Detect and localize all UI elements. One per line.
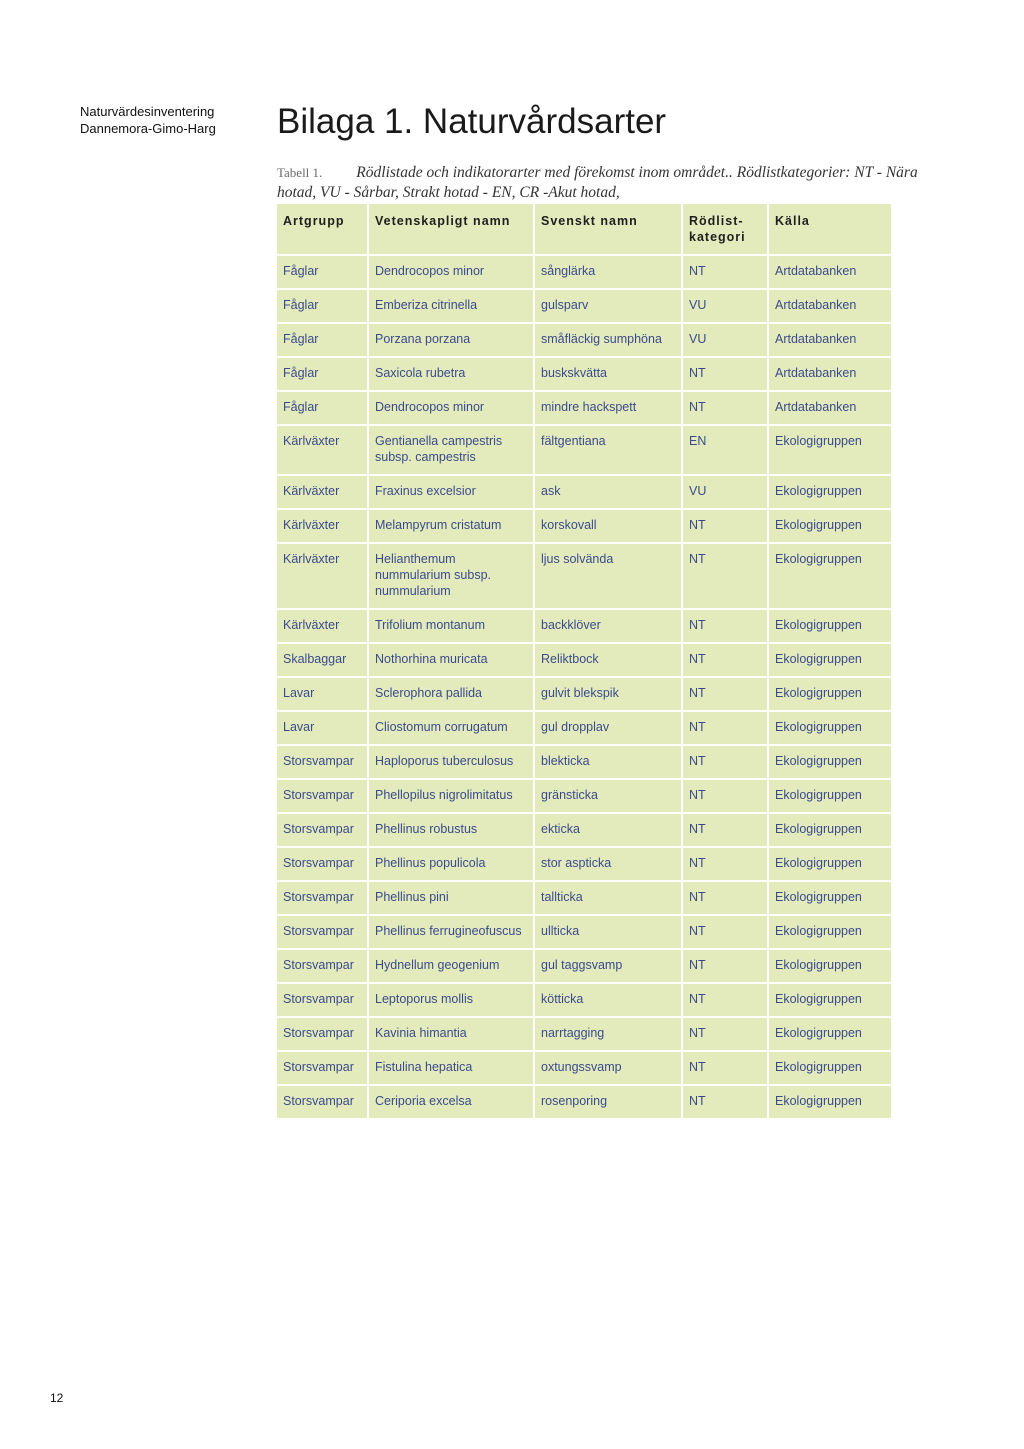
cell-artgrupp: Fåglar	[277, 392, 367, 424]
cell-vetenskapligt-namn: Saxicola rubetra	[369, 358, 533, 390]
cell-svenskt-namn: narrtagging	[535, 1018, 681, 1050]
cell-kalla: Ekologigruppen	[769, 882, 891, 914]
cell-artgrupp: Kärlväxter	[277, 610, 367, 642]
cell-kalla: Artdatabanken	[769, 256, 891, 288]
table-header-row	[277, 204, 891, 254]
cell-artgrupp: Storsvampar	[277, 780, 367, 812]
cell-vetenskapligt-namn: Kavinia himantia	[369, 1018, 533, 1050]
cell-kalla: Ekologigruppen	[769, 1086, 891, 1118]
cell-svenskt-namn: kötticka	[535, 984, 681, 1016]
cell-kalla: Ekologigruppen	[769, 984, 891, 1016]
page-title: Bilaga 1. Naturvårdsarter	[277, 102, 667, 141]
cell-svenskt-namn: stor aspticka	[535, 848, 681, 880]
cell-vetenskapligt-namn: Fraxinus excelsior	[369, 476, 533, 508]
cell-kalla: Artdatabanken	[769, 392, 891, 424]
cell-rodlistkategori: NT	[683, 678, 767, 710]
table-caption	[277, 163, 937, 203]
cell-artgrupp: Storsvampar	[277, 984, 367, 1016]
cell-svenskt-namn: gulvit blekspik	[535, 678, 681, 710]
cell-svenskt-namn: gränsticka	[535, 780, 681, 812]
table-row	[277, 256, 891, 288]
cell-svenskt-namn: rosenporing	[535, 1086, 681, 1118]
cell-artgrupp: Storsvampar	[277, 1018, 367, 1050]
cell-svenskt-namn: ljus solvända	[535, 544, 681, 608]
page-number: 12	[50, 1391, 64, 1405]
cell-svenskt-namn: småfläckig sumphöna	[535, 324, 681, 356]
cell-svenskt-namn: gul dropplav	[535, 712, 681, 744]
cell-rodlistkategori: VU	[683, 476, 767, 508]
cell-vetenskapligt-namn: Phellinus robustus	[369, 814, 533, 846]
cell-svenskt-namn: ekticka	[535, 814, 681, 846]
cell-rodlistkategori: EN	[683, 426, 767, 474]
cell-artgrupp: Kärlväxter	[277, 544, 367, 608]
cell-kalla: Ekologigruppen	[769, 644, 891, 676]
cell-kalla: Artdatabanken	[769, 358, 891, 390]
cell-vetenskapligt-namn: Trifolium montanum	[369, 610, 533, 642]
cell-rodlistkategori: NT	[683, 392, 767, 424]
cell-kalla: Artdatabanken	[769, 290, 891, 322]
cell-svenskt-namn: mindre hackspett	[535, 392, 681, 424]
header-line-1: Naturvärdesinventering	[80, 104, 215, 119]
cell-svenskt-namn: Reliktbock	[535, 644, 681, 676]
cell-rodlistkategori: NT	[683, 544, 767, 608]
table-row	[277, 324, 891, 356]
table-row	[277, 814, 891, 846]
cell-kalla: Ekologigruppen	[769, 1052, 891, 1084]
cell-artgrupp: Storsvampar	[277, 814, 367, 846]
cell-vetenskapligt-namn: Phellopilus nigrolimitatus	[369, 780, 533, 812]
cell-artgrupp: Storsvampar	[277, 1052, 367, 1084]
table-row	[277, 544, 891, 608]
table-row	[277, 1052, 891, 1084]
table-row	[277, 780, 891, 812]
cell-vetenskapligt-namn: Phellinus ferrugineofuscus	[369, 916, 533, 948]
cell-artgrupp: Fåglar	[277, 324, 367, 356]
cell-artgrupp: Lavar	[277, 712, 367, 744]
cell-svenskt-namn: oxtungssvamp	[535, 1052, 681, 1084]
cell-kalla: Ekologigruppen	[769, 610, 891, 642]
cell-vetenskapligt-namn: Nothorhina muricata	[369, 644, 533, 676]
table-row	[277, 358, 891, 390]
cell-kalla: Ekologigruppen	[769, 712, 891, 744]
cell-artgrupp: Skalbaggar	[277, 644, 367, 676]
cell-svenskt-namn: sånglärka	[535, 256, 681, 288]
cell-svenskt-namn: ask	[535, 476, 681, 508]
cell-artgrupp: Storsvampar	[277, 882, 367, 914]
cell-artgrupp: Kärlväxter	[277, 510, 367, 542]
caption-label: Tabell 1.	[277, 165, 323, 180]
cell-vetenskapligt-namn: Emberiza citrinella	[369, 290, 533, 322]
table-row	[277, 916, 891, 948]
cell-kalla: Ekologigruppen	[769, 544, 891, 608]
cell-artgrupp: Fåglar	[277, 358, 367, 390]
cell-rodlistkategori: NT	[683, 780, 767, 812]
table-row	[277, 426, 891, 474]
table-row	[277, 984, 891, 1016]
cell-svenskt-namn: ullticka	[535, 916, 681, 948]
column-header-kalla: Källa	[769, 204, 891, 254]
cell-rodlistkategori: NT	[683, 644, 767, 676]
cell-vetenskapligt-namn: Gentianella campestris subsp. campestris	[369, 426, 533, 474]
cell-artgrupp: Storsvampar	[277, 916, 367, 948]
cell-kalla: Ekologigruppen	[769, 814, 891, 846]
cell-rodlistkategori: NT	[683, 882, 767, 914]
cell-vetenskapligt-namn: Fistulina hepatica	[369, 1052, 533, 1084]
cell-svenskt-namn: buskskvätta	[535, 358, 681, 390]
cell-rodlistkategori: NT	[683, 1018, 767, 1050]
cell-kalla: Ekologigruppen	[769, 510, 891, 542]
table-row	[277, 476, 891, 508]
cell-rodlistkategori: NT	[683, 848, 767, 880]
cell-artgrupp: Fåglar	[277, 256, 367, 288]
cell-vetenskapligt-namn: Dendrocopos minor	[369, 392, 533, 424]
cell-artgrupp: Storsvampar	[277, 746, 367, 778]
table-row	[277, 392, 891, 424]
cell-artgrupp: Storsvampar	[277, 848, 367, 880]
cell-kalla: Ekologigruppen	[769, 916, 891, 948]
header-line-2: Dannemora-Gimo-Harg	[80, 121, 216, 136]
table-row	[277, 1018, 891, 1050]
cell-vetenskapligt-namn: Sclerophora pallida	[369, 678, 533, 710]
cell-rodlistkategori: NT	[683, 358, 767, 390]
table-row	[277, 950, 891, 982]
table-row	[277, 746, 891, 778]
cell-svenskt-namn: tallticka	[535, 882, 681, 914]
column-header-vetenskapligt-namn: Vetenskapligt namn	[369, 204, 533, 254]
table-row	[277, 882, 891, 914]
table-row	[277, 644, 891, 676]
cell-vetenskapligt-namn: Melampyrum cristatum	[369, 510, 533, 542]
table-row	[277, 712, 891, 744]
cell-kalla: Ekologigruppen	[769, 848, 891, 880]
cell-artgrupp: Storsvampar	[277, 950, 367, 982]
cell-rodlistkategori: NT	[683, 814, 767, 846]
table-row	[277, 848, 891, 880]
table-row	[277, 610, 891, 642]
cell-kalla: Ekologigruppen	[769, 476, 891, 508]
cell-rodlistkategori: NT	[683, 950, 767, 982]
cell-rodlistkategori: NT	[683, 916, 767, 948]
cell-rodlistkategori: NT	[683, 1052, 767, 1084]
cell-artgrupp: Fåglar	[277, 290, 367, 322]
document-header	[80, 103, 216, 137]
cell-vetenskapligt-namn: Ceriporia excelsa	[369, 1086, 533, 1118]
cell-vetenskapligt-namn: Cliostomum corrugatum	[369, 712, 533, 744]
cell-svenskt-namn: gulsparv	[535, 290, 681, 322]
table-row	[277, 510, 891, 542]
table-row	[277, 290, 891, 322]
cell-kalla: Ekologigruppen	[769, 746, 891, 778]
cell-vetenskapligt-namn: Helianthemum nummularium subsp. nummularium	[369, 544, 533, 608]
cell-kalla: Ekologigruppen	[769, 780, 891, 812]
cell-rodlistkategori: VU	[683, 324, 767, 356]
cell-kalla: Ekologigruppen	[769, 426, 891, 474]
column-header-svenskt-namn: Svenskt namn	[535, 204, 681, 254]
cell-rodlistkategori: NT	[683, 256, 767, 288]
cell-rodlistkategori: VU	[683, 290, 767, 322]
table-body	[277, 256, 891, 1118]
table-row	[277, 678, 891, 710]
cell-svenskt-namn: fältgentiana	[535, 426, 681, 474]
cell-vetenskapligt-namn: Hydnellum geogenium	[369, 950, 533, 982]
cell-rodlistkategori: NT	[683, 984, 767, 1016]
cell-rodlistkategori: NT	[683, 1086, 767, 1118]
table-row	[277, 1086, 891, 1118]
cell-artgrupp: Storsvampar	[277, 1086, 367, 1118]
cell-vetenskapligt-namn: Dendrocopos minor	[369, 256, 533, 288]
cell-vetenskapligt-namn: Porzana porzana	[369, 324, 533, 356]
cell-artgrupp: Kärlväxter	[277, 426, 367, 474]
cell-vetenskapligt-namn: Phellinus pini	[369, 882, 533, 914]
cell-kalla: Ekologigruppen	[769, 1018, 891, 1050]
cell-rodlistkategori: NT	[683, 510, 767, 542]
cell-kalla: Artdatabanken	[769, 324, 891, 356]
cell-rodlistkategori: NT	[683, 712, 767, 744]
cell-svenskt-namn: backklöver	[535, 610, 681, 642]
cell-vetenskapligt-namn: Leptoporus mollis	[369, 984, 533, 1016]
cell-artgrupp: Kärlväxter	[277, 476, 367, 508]
cell-rodlistkategori: NT	[683, 746, 767, 778]
cell-artgrupp: Lavar	[277, 678, 367, 710]
cell-vetenskapligt-namn: Haploporus tuberculosus	[369, 746, 533, 778]
cell-svenskt-namn: blekticka	[535, 746, 681, 778]
cell-svenskt-namn: korskovall	[535, 510, 681, 542]
column-header-artgrupp: Artgrupp	[277, 204, 367, 254]
species-table	[275, 202, 893, 1120]
cell-kalla: Ekologigruppen	[769, 950, 891, 982]
cell-rodlistkategori: NT	[683, 610, 767, 642]
cell-svenskt-namn: gul taggsvamp	[535, 950, 681, 982]
cell-vetenskapligt-namn: Phellinus populicola	[369, 848, 533, 880]
caption-text: Rödlistade och indikatorarter med förekomst inom området.. Rödlistkategorier: NT - Nära hotad, VU - Sårbar, Strakt hotad - EN, CR -Akut hotad,	[277, 164, 918, 201]
column-header-rodlistkategori: Rödlist-kategori	[683, 204, 767, 254]
cell-kalla: Ekologigruppen	[769, 678, 891, 710]
